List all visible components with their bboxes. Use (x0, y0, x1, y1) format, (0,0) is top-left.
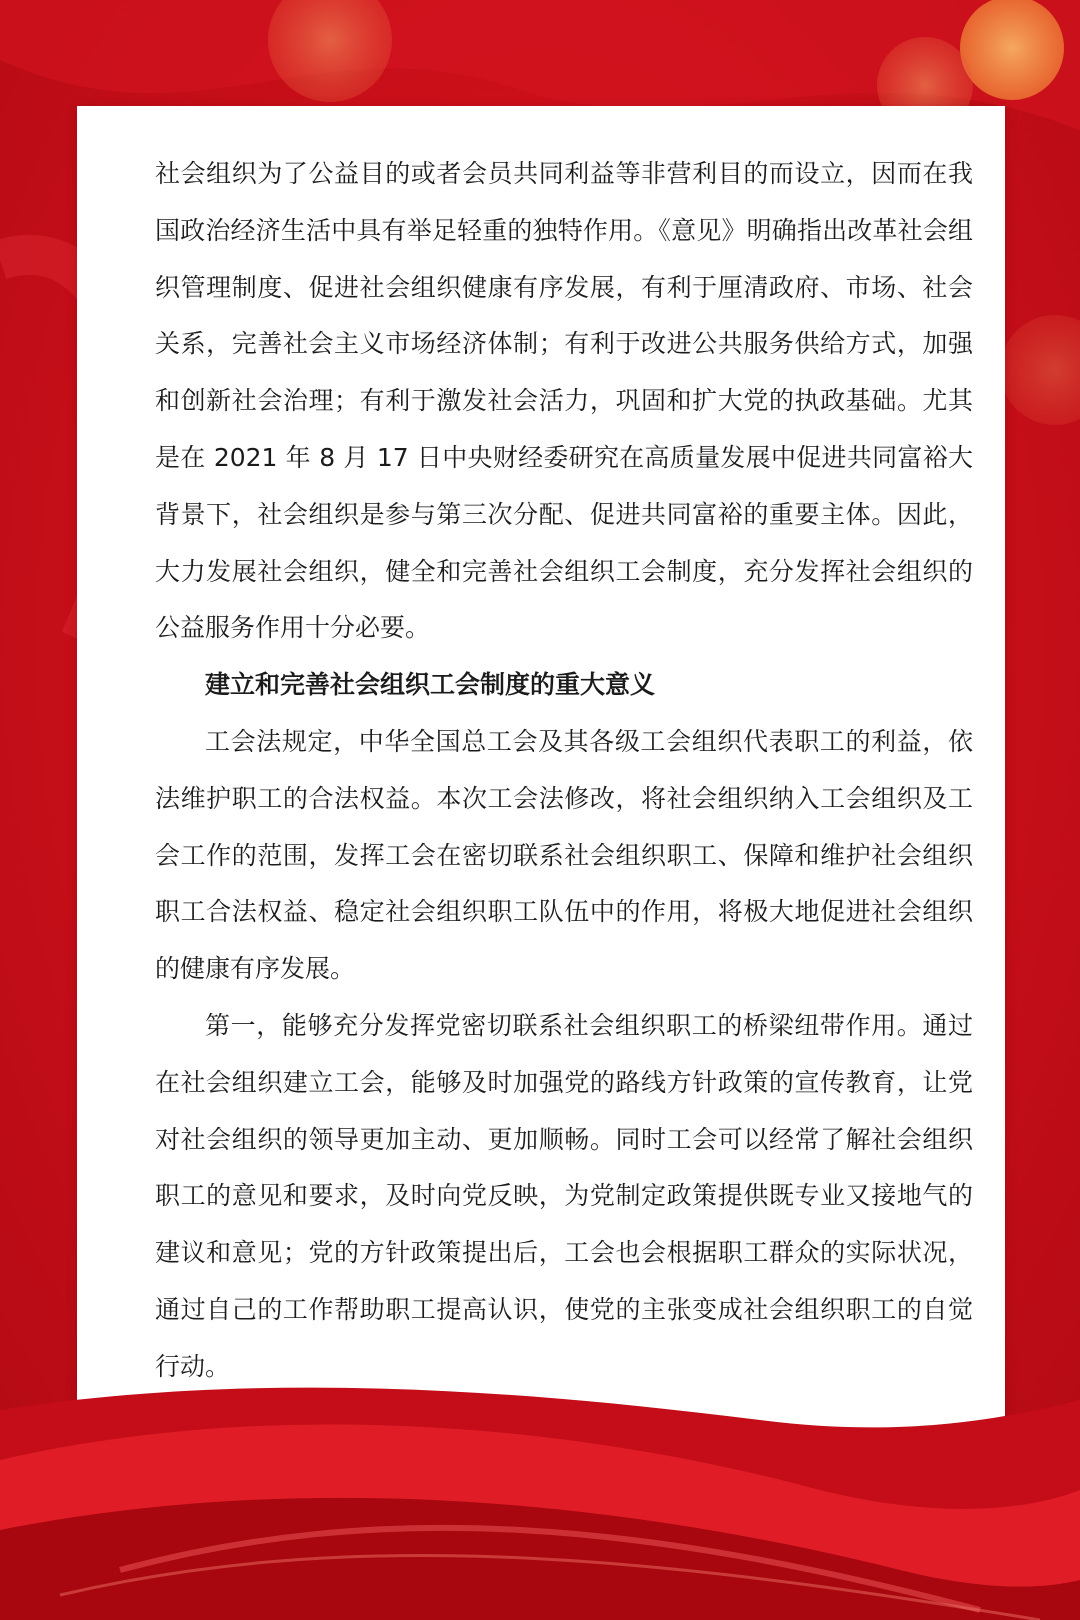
union-law-paragraph: 工会法规定，中华全国总工会及其各级工会组织代表职工的利益，依法维护职工的合法权益。本次工会法修改，将社会组织纳入工会组织及工会工作的范围，发挥工会在密切联系社会组织职工、保障和维护社会组织职工合法权益、稳定社会组织职工队伍中的作用，将极大地促进社会组织的健康有序发展。 (155, 726, 973, 984)
point-one-paragraph: 第一，能够充分发挥党密切联系社会组织职工的桥梁纽带作用。通过在社会组织建立工会，能够及时加强党的路线方针政策的宣传教育，让党对社会组织的领导更加主动、更加顺畅。同时工会可以经常了解社会组织职工的意见和要求，及时向党反映，为党制定政策提供既专业又接地气的建议和意见；党的方针政策提出后，工会也会根据职工群众的实际状况，通过自己的工作帮助职工提高认识，使党的主张变成社会组织职工的自觉行动。 (155, 1010, 973, 1381)
bokeh-orb-large (960, 0, 1064, 100)
intro-paragraph: 社会组织为了公益目的或者会员共同利益等非营利目的而设立，因而在我国政治经济生活中具有举足轻重的独特作用。《意见》明确指出改革社会组织管理制度、促进社会组织健康有序发展，有利于厘清政府、市场、社会关系，完善社会主义市场经济体制；有利于改进公共服务供给方式，加强和创新社会治理；有利于激发社会活力，巩固和扩大党的执政基础。尤其是在 2021 年 8 月 17 日中央财经委研究在高质量发展中促进共同富裕大背景下，社会组织是参与第三次分配、促进共同富裕的重要主体。因此，大力发展社会组织，健全和完善社会组织工会制度，充分发挥社会组织的公益服务作用十分必要。 (155, 159, 973, 643)
bottom-wave-decoration (0, 1380, 1080, 1620)
article-paper (77, 106, 1005, 1540)
article-body (155, 146, 973, 1396)
section-heading: 建立和完善社会组织工会制度的重大意义 (205, 670, 656, 700)
